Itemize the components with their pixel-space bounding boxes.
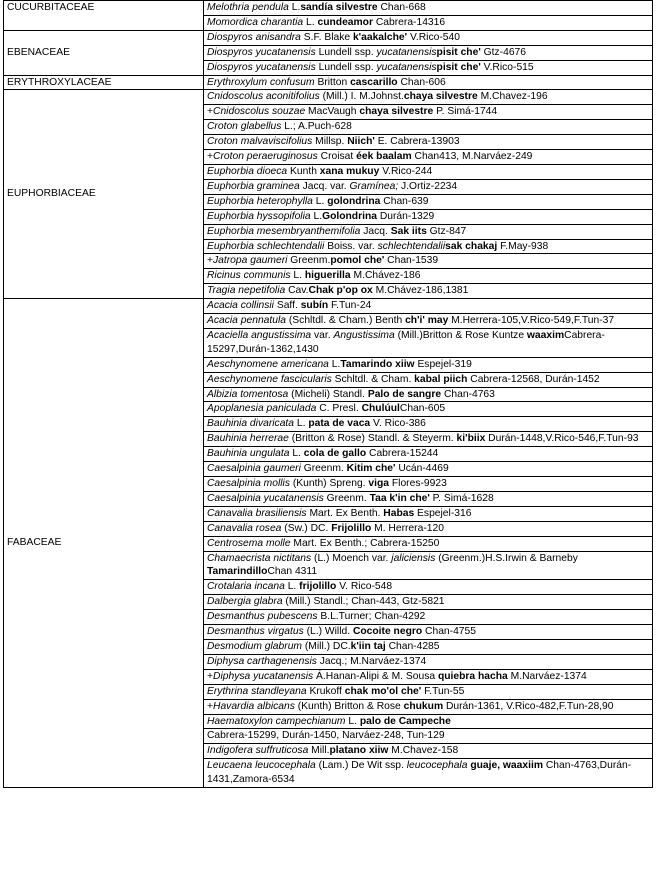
scientific-name: Centrosema molle bbox=[207, 537, 291, 549]
author: Saff. bbox=[273, 300, 301, 312]
species-entry bbox=[204, 120, 653, 135]
voucher-ref: M.Chávez-186,1381 bbox=[372, 285, 469, 297]
species-entry bbox=[204, 521, 653, 536]
voucher-ref: J.Ortiz-2234 bbox=[398, 180, 458, 192]
common-name: chaya silvestre bbox=[403, 91, 478, 103]
author: Britton bbox=[314, 76, 351, 88]
voucher-ref: F.Tun-24 bbox=[328, 300, 372, 312]
scientific-name: Bauhinia ungulata bbox=[207, 448, 290, 460]
infraspecific-name: jaliciensis bbox=[391, 552, 436, 564]
species-entry bbox=[204, 684, 653, 699]
species-entry bbox=[204, 328, 653, 357]
author: Kunth bbox=[287, 165, 320, 177]
voucher-ref: P. Simá-1628 bbox=[429, 492, 494, 504]
scientific-name: Diospyros yucatanensis bbox=[207, 61, 316, 73]
scientific-name: Diphysa yucatanensis bbox=[213, 670, 314, 682]
species-entry bbox=[204, 135, 653, 150]
species-entry bbox=[204, 402, 653, 417]
author: (Mill.)Britton & Rose Kuntze bbox=[394, 329, 527, 341]
author: Jacq.; M.Narváez-1374 bbox=[316, 655, 427, 667]
new-record-mark: + bbox=[207, 151, 214, 163]
author: (Sw.) DC. bbox=[281, 522, 332, 534]
scientific-name: Acacia pennatula bbox=[207, 315, 287, 327]
species-entry bbox=[204, 209, 653, 224]
scientific-name: Euphorbia mesembryanthemifolia bbox=[207, 225, 361, 237]
voucher-ref: Espejel-316 bbox=[414, 507, 472, 519]
author: Cabrera-15299, Durán-1450, Narváez-248, Tun-129 bbox=[207, 730, 445, 742]
species-entry bbox=[204, 477, 653, 492]
scientific-name: Erythroxylum confusum bbox=[207, 76, 315, 88]
common-name: Kitim che' bbox=[346, 463, 396, 475]
scientific-name: Croton malvaviscifolius bbox=[207, 136, 313, 148]
scientific-name: Acacia collinsii bbox=[207, 300, 274, 312]
species-entry bbox=[204, 387, 653, 402]
author: var. bbox=[311, 329, 334, 341]
author: (Britton & Rose) Standl. & Steyerm. bbox=[288, 433, 457, 445]
author: Mart. Ex Benth.; Cabrera-15250 bbox=[290, 537, 440, 549]
scientific-name: Euphorbia schlechtendalii bbox=[207, 240, 325, 252]
scientific-name: Caesalpinia gaumeri bbox=[207, 463, 301, 475]
author: (Mill.) DC. bbox=[302, 640, 351, 652]
author: Greenm. bbox=[300, 463, 347, 475]
common-name: éek baalam bbox=[356, 151, 412, 163]
family-name: ERYTHROXYLACEAE bbox=[4, 75, 204, 90]
scientific-name: Croton glabellus bbox=[207, 121, 282, 133]
common-name: pomol che' bbox=[330, 255, 385, 267]
common-name: Cocoite negro bbox=[352, 626, 423, 638]
voucher-ref: P. Simá-1744 bbox=[433, 106, 498, 118]
common-name: Taa k'in che' bbox=[369, 492, 430, 504]
author: (L.) Moench var. bbox=[311, 552, 392, 564]
author: Cav. bbox=[285, 285, 309, 297]
common-name: guaje, waaxiim bbox=[470, 760, 543, 772]
scientific-name: Croton peraeruginosus bbox=[213, 151, 318, 163]
voucher-ref: Chan-4285 bbox=[385, 640, 440, 652]
scientific-name: Desmodium glabrum bbox=[207, 640, 302, 652]
species-entry bbox=[204, 314, 653, 329]
voucher-ref: Durán-1361, V.Rico-482,F.Tun-28,90 bbox=[443, 700, 614, 712]
voucher-ref: Cabrera-15297,Durán-1362,1430 bbox=[207, 329, 605, 355]
table-row bbox=[4, 75, 653, 90]
author: B.L.Turner; Chan-4292 bbox=[317, 611, 426, 623]
common-name: cundeamor bbox=[317, 16, 373, 28]
species-entry bbox=[204, 194, 653, 209]
common-name: Frijolillo bbox=[331, 522, 372, 534]
common-name: Chak p'op ox bbox=[308, 285, 373, 297]
species-entry bbox=[204, 299, 653, 314]
infraspecific-name: yucatanensis bbox=[376, 46, 437, 58]
voucher-ref: V.Rico-515 bbox=[480, 61, 534, 73]
author: (Micheli) Standl. bbox=[288, 388, 368, 400]
voucher-ref: Cabrera-14316 bbox=[372, 16, 446, 28]
common-name: Tamarindillo bbox=[207, 566, 268, 578]
common-name: golondrina bbox=[327, 195, 381, 207]
common-name: pisit che' bbox=[436, 61, 481, 73]
common-name: pisit che' bbox=[436, 46, 481, 58]
species-entry bbox=[204, 610, 653, 625]
scientific-name: Dalbergia glabra bbox=[207, 596, 283, 608]
species-entry bbox=[204, 60, 653, 75]
author: L. bbox=[303, 16, 318, 28]
voucher-ref: Gtz-847 bbox=[426, 225, 467, 237]
author: Jacq. bbox=[360, 225, 391, 237]
common-name: viga bbox=[368, 478, 390, 489]
common-name: frijolillo bbox=[299, 581, 337, 593]
scientific-name: Diospyros yucatanensis bbox=[207, 46, 316, 58]
author: Lundell ssp. bbox=[315, 61, 377, 73]
scientific-name: Bauhinia divaricata bbox=[207, 418, 295, 430]
species-entry bbox=[204, 744, 653, 759]
author: Mart. Ex Benth. bbox=[306, 507, 384, 519]
common-name: ch'i' may bbox=[405, 315, 449, 327]
author: (Lam.) De Wit ssp. bbox=[315, 760, 407, 772]
voucher-ref: Ucán-4469 bbox=[395, 463, 449, 475]
voucher-ref: F.May-938 bbox=[497, 240, 549, 252]
common-name: Niich' bbox=[347, 136, 375, 148]
common-name: chukum bbox=[403, 700, 444, 712]
infraspecific-name: Angustissima bbox=[333, 329, 395, 341]
voucher-ref: M. Herrera-120 bbox=[371, 522, 444, 534]
author: C. Presl. bbox=[316, 403, 362, 415]
scientific-name: Melothria pendula bbox=[207, 2, 289, 13]
scientific-name: Cnidoscolus aconitifolius bbox=[207, 91, 320, 103]
voucher-ref: V.Rico-244 bbox=[379, 165, 433, 177]
species-entry bbox=[204, 239, 653, 254]
scientific-name: Havardia albicans bbox=[213, 700, 295, 712]
species-entry bbox=[204, 1, 653, 16]
voucher-ref: Gtz-4676 bbox=[480, 46, 526, 58]
species-table bbox=[3, 0, 653, 788]
family-name: CUCURBITACEAE bbox=[4, 1, 204, 31]
table-row bbox=[4, 1, 653, 16]
author: (Mill.) I. M.Johnst. bbox=[319, 91, 404, 103]
author: Lundell ssp. bbox=[315, 46, 377, 58]
voucher-ref: M.Chavez-158 bbox=[388, 745, 459, 757]
scientific-name: Acaciella angustissima bbox=[207, 329, 312, 341]
common-name: Habas bbox=[383, 507, 415, 519]
species-entry bbox=[204, 714, 653, 729]
voucher-ref: Chan 4311 bbox=[267, 566, 318, 578]
species-entry bbox=[204, 372, 653, 387]
common-name: sandía silvestre bbox=[300, 2, 378, 13]
species-entry bbox=[204, 625, 653, 640]
author: Jacq. var. bbox=[299, 180, 350, 192]
species-entry bbox=[204, 269, 653, 284]
author: (Kunth) Britton & Rose bbox=[294, 700, 404, 712]
scientific-name: Albizia tomentosa bbox=[207, 388, 289, 400]
scientific-name: Leucaena leucocephala bbox=[207, 760, 316, 772]
common-name: palo de Campeche bbox=[359, 715, 451, 727]
voucher-ref: Chan-4763 bbox=[441, 388, 495, 400]
common-name: platano xiiw bbox=[329, 745, 389, 757]
voucher-ref: Chan-605 bbox=[399, 403, 446, 415]
author: Croisat bbox=[317, 151, 357, 163]
voucher-ref: Durán-1329 bbox=[376, 210, 435, 222]
common-name: pata de vaca bbox=[308, 418, 371, 430]
species-entry bbox=[204, 45, 653, 60]
species-entry bbox=[204, 150, 653, 165]
scientific-name: Diphysa carthagenensis bbox=[207, 655, 317, 667]
species-entry bbox=[204, 759, 653, 788]
common-name: ki'biix bbox=[456, 433, 486, 445]
common-name: xana mukuy bbox=[319, 165, 380, 177]
author: (Mill.) Standl.; Chan-443, Gtz-5821 bbox=[282, 596, 445, 608]
scientific-name: Euphorbia hyssopifolia bbox=[207, 210, 311, 222]
species-entry bbox=[204, 284, 653, 299]
voucher-ref: Chan-4763,Durán-1431,Zamora-6534 bbox=[207, 760, 632, 786]
voucher-ref: M.Herrera-105,V.Rico-549,F.Tun-37 bbox=[448, 315, 615, 327]
scientific-name: Canavalia rosea bbox=[207, 522, 282, 534]
species-entry bbox=[204, 491, 653, 506]
species-entry bbox=[204, 105, 653, 120]
scientific-name: Desmanthus virgatus bbox=[207, 626, 304, 638]
scientific-name: Apoplanesia paniculada bbox=[207, 403, 317, 415]
common-name: k'iin taj bbox=[350, 640, 386, 652]
species-entry bbox=[204, 551, 653, 580]
voucher-ref: Durán-1448,V.Rico-546,F.Tun-93 bbox=[485, 433, 639, 445]
species-entry bbox=[204, 224, 653, 239]
species-entry bbox=[204, 536, 653, 551]
voucher-ref: Chan-668 bbox=[377, 2, 426, 13]
family-name: EUPHORBIACEAE bbox=[4, 90, 204, 299]
voucher-ref: F.Tun-55 bbox=[421, 685, 465, 697]
voucher-ref: Chan-606 bbox=[397, 76, 446, 88]
common-name: quiebra hacha bbox=[437, 670, 508, 682]
table-row bbox=[4, 30, 653, 45]
species-entry bbox=[204, 357, 653, 372]
species-entry bbox=[204, 462, 653, 477]
species-entry bbox=[204, 595, 653, 610]
voucher-ref: Chan-4755 bbox=[422, 626, 476, 638]
scientific-name: Euphorbia heterophylla bbox=[207, 195, 313, 207]
common-name: higuerilla bbox=[304, 270, 351, 282]
voucher-ref: Cabrera-15244 bbox=[366, 448, 439, 460]
author: Krukoff bbox=[306, 685, 345, 697]
scientific-name: Desmanthus pubescens bbox=[207, 611, 318, 623]
scientific-name: Crotalaria incana bbox=[207, 581, 285, 593]
scientific-name: Haematoxylon campechianum bbox=[207, 715, 346, 727]
species-entry bbox=[204, 164, 653, 179]
species-entry bbox=[204, 30, 653, 45]
common-name: cola de gallo bbox=[303, 448, 367, 460]
scientific-name: Caesalpinia yucatanensis bbox=[207, 492, 324, 504]
species-entry bbox=[204, 75, 653, 90]
common-name: chak mo'ol che' bbox=[344, 685, 422, 697]
common-name: Palo de sangre bbox=[367, 388, 442, 400]
common-name: sak chakaj bbox=[445, 240, 498, 252]
author: L. bbox=[284, 581, 300, 593]
infraspecific-name: schlechtendalii bbox=[377, 240, 446, 252]
common-name: Golondrina bbox=[322, 210, 377, 222]
author: Greenm. bbox=[287, 255, 331, 267]
author: L.; A.Puch-628 bbox=[281, 121, 352, 133]
voucher-ref: M.Chávez-186 bbox=[350, 270, 421, 282]
author: L. bbox=[289, 448, 304, 460]
species-entry bbox=[204, 654, 653, 669]
common-name: Chulúul bbox=[361, 403, 400, 415]
species-entry bbox=[204, 506, 653, 521]
scientific-name: Caesalpinia mollis bbox=[207, 478, 290, 489]
voucher-ref: Cabrera-12568, Durán-1452 bbox=[467, 373, 600, 385]
common-name: waaxim bbox=[526, 329, 565, 341]
author: S.F. Blake bbox=[300, 31, 353, 43]
new-record-mark: + bbox=[207, 106, 214, 118]
author: (Schltdl. & Cham.) Benth bbox=[286, 315, 406, 327]
species-entry bbox=[204, 90, 653, 105]
author: (Greenm.)H.S.Irwin & Barneby bbox=[435, 552, 578, 564]
author: L. bbox=[310, 210, 323, 222]
author: MacVaugh bbox=[305, 106, 360, 118]
voucher-ref: Chan413, M.Narváez-249 bbox=[411, 151, 533, 163]
author: Greenm. bbox=[323, 492, 370, 504]
infraspecific-name: Gramínea; bbox=[349, 180, 399, 192]
author: Mill. bbox=[308, 745, 330, 757]
scientific-name: Indigofera suffruticosa bbox=[207, 745, 309, 757]
author: L. bbox=[288, 2, 301, 13]
scientific-name: Euphorbia graminea bbox=[207, 180, 300, 192]
scientific-name: Bauhinia herrerae bbox=[207, 433, 289, 445]
scientific-name: Ricinus communis bbox=[207, 270, 291, 282]
species-entry bbox=[204, 432, 653, 447]
new-record-mark: + bbox=[207, 700, 214, 712]
family-name: EBENACEAE bbox=[4, 30, 204, 75]
table-row bbox=[4, 90, 653, 105]
species-entry bbox=[204, 417, 653, 432]
voucher-ref: Chan-1539 bbox=[384, 255, 439, 267]
infraspecific-name: yucatanensis bbox=[376, 61, 437, 73]
scientific-name: Momordica charantia bbox=[207, 16, 304, 28]
common-name: subín bbox=[300, 300, 329, 312]
new-record-mark: + bbox=[207, 255, 214, 267]
species-entry bbox=[204, 254, 653, 269]
author: L. bbox=[294, 418, 309, 430]
voucher-ref: E. Cabrera-13903 bbox=[374, 136, 460, 148]
common-name: Sak iits bbox=[390, 225, 427, 237]
scientific-name: Tragia nepetifolia bbox=[207, 285, 286, 297]
voucher-ref: Chan-639 bbox=[380, 195, 429, 207]
scientific-name: Euphorbia dioeca bbox=[207, 165, 288, 177]
author: Á.Hanan-Alipi & M. Sousa bbox=[313, 670, 438, 682]
scientific-name: Erythrina standleyana bbox=[207, 685, 307, 697]
species-entry bbox=[204, 729, 653, 744]
common-name: k'aakalche' bbox=[352, 31, 408, 43]
author: Schltdl. & Cham. bbox=[331, 373, 415, 385]
scientific-name: Chamaecrista nictitans bbox=[207, 552, 312, 564]
author: L. bbox=[345, 715, 360, 727]
common-name: chaya silvestre bbox=[359, 106, 434, 118]
author: Boiss. var. bbox=[324, 240, 378, 252]
scientific-name: Aeschynomene fascicularis bbox=[207, 373, 332, 385]
species-entry bbox=[204, 639, 653, 654]
scientific-name: Diospyros anisandra bbox=[207, 31, 301, 43]
species-entry bbox=[204, 15, 653, 30]
voucher-ref: M.Narváez-1374 bbox=[507, 670, 587, 682]
voucher-ref: M.Chavez-196 bbox=[477, 91, 548, 103]
species-entry bbox=[204, 669, 653, 684]
author: L. bbox=[312, 195, 328, 207]
common-name: kabal piich bbox=[414, 373, 468, 385]
voucher-ref: Flores-9923 bbox=[389, 478, 447, 489]
scientific-name: Jatropa gaumeri bbox=[213, 255, 288, 267]
author: L. bbox=[328, 358, 341, 370]
scientific-name: Aeschynomene americana bbox=[207, 358, 329, 370]
new-record-mark: + bbox=[207, 670, 214, 682]
author: (L.) Willd. bbox=[303, 626, 353, 638]
species-entry bbox=[204, 179, 653, 194]
infraspecific-name: leucocephala bbox=[406, 760, 468, 772]
family-name: FABACEAE bbox=[4, 299, 204, 788]
voucher-ref: Espejel-319 bbox=[414, 358, 472, 370]
author: (Kunth) Spreng. bbox=[289, 478, 369, 489]
common-name: cascarillo bbox=[350, 76, 398, 88]
common-name: Tamarindo xiiw bbox=[340, 358, 415, 370]
voucher-ref: V.Rico-540 bbox=[407, 31, 460, 43]
voucher-ref: V. Rico-386 bbox=[370, 418, 426, 430]
table-row bbox=[4, 299, 653, 314]
author: L. bbox=[290, 270, 305, 282]
species-entry bbox=[204, 447, 653, 462]
scientific-name: Cnidoscolus souzae bbox=[213, 106, 306, 118]
species-entry bbox=[204, 580, 653, 595]
species-entry bbox=[204, 699, 653, 714]
author: Millsp. bbox=[312, 136, 348, 148]
voucher-ref: V. Rico-548 bbox=[336, 581, 393, 593]
scientific-name: Canavalia brasiliensis bbox=[207, 507, 307, 519]
